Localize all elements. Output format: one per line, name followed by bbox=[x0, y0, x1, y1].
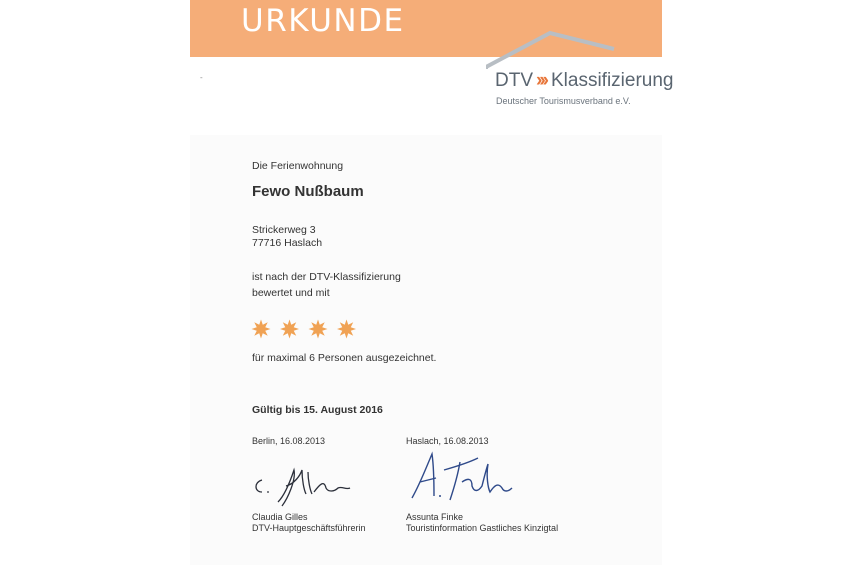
property-name: Fewo Nußbaum bbox=[252, 183, 364, 200]
star-icon bbox=[309, 320, 328, 339]
scan-mark: - bbox=[200, 73, 203, 82]
roof-logo-icon bbox=[486, 29, 666, 69]
left-signer-name: Claudia Gilles bbox=[252, 512, 308, 522]
star-icon bbox=[252, 320, 271, 339]
certificate-title: URKUNDE bbox=[241, 3, 405, 39]
right-signature bbox=[406, 448, 516, 508]
persons-line: für maximal 6 Personen ausgezeichnet. bbox=[252, 352, 437, 364]
address-city: 77716 Haslach bbox=[252, 237, 323, 249]
address-street: Strickerweg 3 bbox=[252, 224, 316, 236]
star-icon bbox=[337, 320, 356, 339]
right-signer-name: Assunta Finke bbox=[406, 512, 464, 522]
logo-main: DTV bbox=[495, 70, 533, 91]
star-icon bbox=[280, 320, 299, 339]
logo-subtitle: Deutscher Tourismusverband e.V. bbox=[496, 96, 631, 106]
intro-label: Die Ferienwohnung bbox=[252, 160, 344, 172]
chevron-right-icon: ››› bbox=[536, 70, 546, 91]
right-signer-role: Touristinformation Gastliches Kinzigtal bbox=[406, 523, 559, 533]
validity-date: Gültig bis 15. August 2016 bbox=[252, 404, 383, 416]
left-place-date: Berlin, 16.08.2013 bbox=[252, 436, 326, 446]
logo-word: Klassifizierung bbox=[550, 70, 674, 91]
left-signer-role: DTV-Hauptgeschäftsführerin bbox=[252, 523, 366, 533]
star-rating bbox=[251, 319, 361, 339]
left-signature bbox=[250, 462, 360, 508]
classification-line-1: ist nach der DTV-Klassifizierung bbox=[252, 271, 401, 283]
classification-line-2: bewertet und mit bbox=[252, 287, 330, 299]
dtv-logo bbox=[495, 70, 673, 92]
right-place-date: Haslach, 16.08.2013 bbox=[406, 436, 489, 446]
